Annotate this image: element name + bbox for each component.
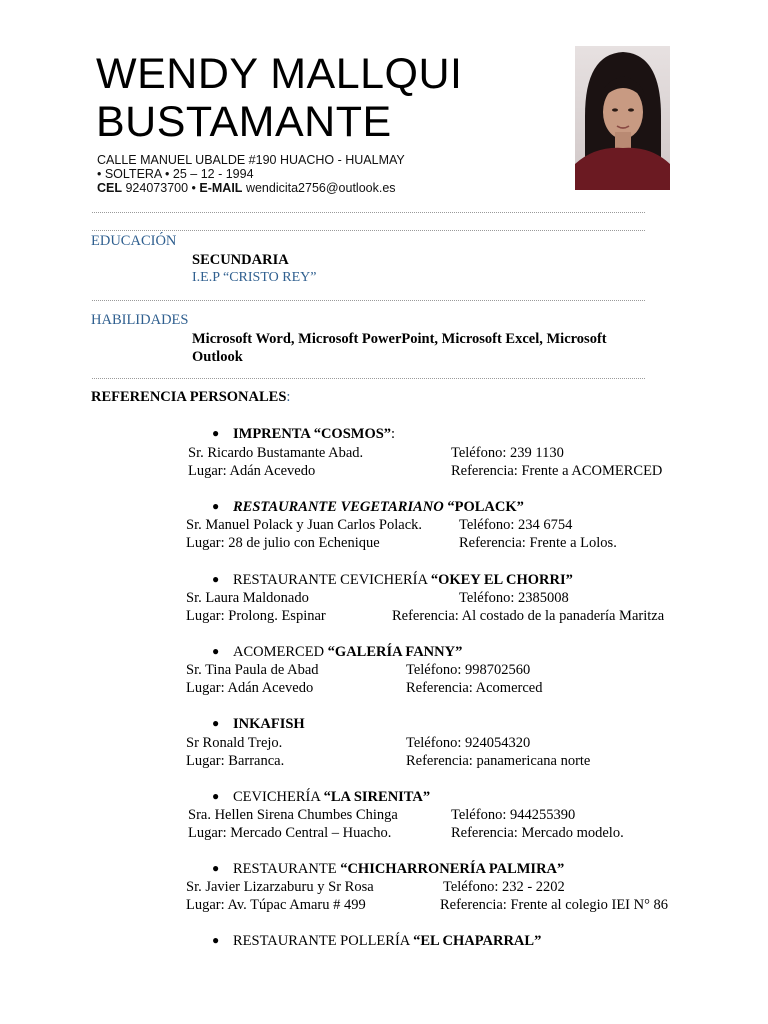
reference-landmark: Referencia: Frente al colegio IEI N° 86 xyxy=(440,897,669,913)
reference-place: Lugar: Av. Túpac Amaru # 499 xyxy=(186,897,366,913)
reference-contact: Sr Ronald Trejo. xyxy=(186,735,283,751)
reference-heading xyxy=(212,716,305,733)
reference-business: “POLACK” xyxy=(447,499,524,515)
reference-place: Lugar: Adán Acevedo xyxy=(186,680,314,696)
reference-heading-suffix: : xyxy=(391,426,396,442)
skills-line-1: Microsoft Word, Microsoft PowerPoint, Microsoft Excel, Microsoft xyxy=(192,331,607,347)
references-title xyxy=(91,389,290,406)
reference-business: IMPRENTA “COSMOS” xyxy=(233,426,392,442)
dotted-divider xyxy=(92,212,645,213)
reference-place: Lugar: Adán Acevedo xyxy=(188,463,316,479)
reference-landmark: Referencia: Mercado modelo. xyxy=(451,825,624,841)
reference-landmark: Referencia: Acomerced xyxy=(406,680,543,696)
reference-place: Lugar: 28 de julio con Echenique xyxy=(186,535,380,551)
address: CALLE MANUEL UBALDE #190 HUACHO - HUALMAY xyxy=(97,153,405,167)
reference-heading xyxy=(212,572,573,589)
dotted-divider xyxy=(92,300,645,301)
email-value: wendicita2756@outlook.es xyxy=(245,181,396,195)
portrait-image xyxy=(575,46,670,190)
reference-business: “CHICHARRONERÍA PALMIRA” xyxy=(340,861,565,877)
reference-phone: Teléfono: 232 - 2202 xyxy=(443,879,565,895)
name-line-1: WENDY MALLQUI xyxy=(96,50,463,98)
reference-phone: Teléfono: 924054320 xyxy=(406,735,531,751)
reference-heading xyxy=(212,933,541,950)
cel-label: CEL xyxy=(97,181,122,195)
reference-contact: Sr. Tina Paula de Abad xyxy=(186,662,319,678)
reference-heading xyxy=(212,789,430,806)
bullet-icon: ● xyxy=(212,644,220,658)
reference-heading xyxy=(212,861,564,878)
reference-contact: Sr. Ricardo Bustamante Abad. xyxy=(188,445,364,461)
education-label: EDUCACIÓN xyxy=(91,233,177,249)
reference-landmark: Referencia: panamericana norte xyxy=(406,753,591,769)
reference-place: Lugar: Mercado Central – Huacho. xyxy=(188,825,392,841)
email-label: E-MAIL xyxy=(199,181,243,195)
skills-list xyxy=(192,330,607,366)
cel-value: 924073700 • xyxy=(125,181,196,195)
bullet-icon: ● xyxy=(212,499,220,513)
reference-heading xyxy=(212,644,462,661)
reference-business: “GALERÍA FANNY” xyxy=(327,644,463,660)
name-line-2: BUSTAMANTE xyxy=(96,98,392,146)
reference-place: Lugar: Prolong. Espinar xyxy=(186,608,326,624)
bullet-icon: ● xyxy=(212,426,220,440)
reference-contact: Sr. Laura Maldonado xyxy=(186,590,309,606)
reference-contact: Sr. Manuel Polack y Juan Carlos Polack. xyxy=(186,517,423,533)
full-name xyxy=(96,50,463,146)
education-level: SECUNDARIA xyxy=(192,252,289,268)
reference-contact: Sr. Javier Lizarzaburu y Sr Rosa xyxy=(186,879,374,895)
profile-photo xyxy=(575,46,670,190)
reference-business: “EL CHAPARRAL” xyxy=(413,933,542,949)
reference-business-type: CEVICHERÍA xyxy=(233,789,320,805)
reference-business: INKAFISH xyxy=(233,716,305,732)
reference-business: “OKEY EL CHORRI” xyxy=(430,572,573,588)
reference-phone: Teléfono: 2385008 xyxy=(459,590,569,606)
reference-place: Lugar: Barranca. xyxy=(186,753,285,769)
bullet-icon: ● xyxy=(212,861,220,875)
reference-phone: Teléfono: 239 1130 xyxy=(451,445,564,461)
dotted-divider xyxy=(92,230,645,231)
contact-info xyxy=(97,153,405,195)
bullet-icon: ● xyxy=(212,789,220,803)
dotted-divider xyxy=(92,378,645,379)
reference-phone: Teléfono: 998702560 xyxy=(406,662,531,678)
bullet-icon: ● xyxy=(212,716,220,730)
reference-phone: Teléfono: 234 6754 xyxy=(459,517,573,533)
reference-business-type: RESTAURANTE CEVICHERÍA xyxy=(233,572,428,588)
education-school: I.E.P “CRISTO REY” xyxy=(192,270,317,285)
status-birthdate: • SOLTERA • 25 – 12 - 1994 xyxy=(97,167,254,181)
reference-business-type: RESTAURANTE xyxy=(233,861,337,877)
bullet-icon: ● xyxy=(212,572,220,586)
reference-business-type: RESTAURANTE POLLERÍA xyxy=(233,933,410,949)
phone-email-line xyxy=(97,181,405,195)
bullet-icon: ● xyxy=(212,933,220,947)
references-title-text: REFERENCIA PERSONALES xyxy=(91,389,287,405)
reference-business-type: RESTAURANTE VEGETARIANO xyxy=(233,499,444,515)
reference-phone: Teléfono: 944255390 xyxy=(451,807,576,823)
reference-landmark: Referencia: Frente a Lolos. xyxy=(459,535,617,551)
references-title-colon: : xyxy=(286,389,291,405)
reference-business-type: ACOMERCED xyxy=(233,644,325,660)
reference-heading xyxy=(212,499,524,516)
reference-business: “LA SIRENITA” xyxy=(323,789,431,805)
reference-landmark: Referencia: Frente a ACOMERCED xyxy=(451,463,663,479)
skills-line-2: Outlook xyxy=(192,349,243,365)
skills-label: HABILIDADES xyxy=(91,312,189,328)
reference-contact: Sra. Hellen Sirena Chumbes Chinga xyxy=(188,807,398,823)
reference-heading xyxy=(212,426,395,443)
reference-landmark: Referencia: Al costado de la panadería Maritza xyxy=(392,608,665,624)
